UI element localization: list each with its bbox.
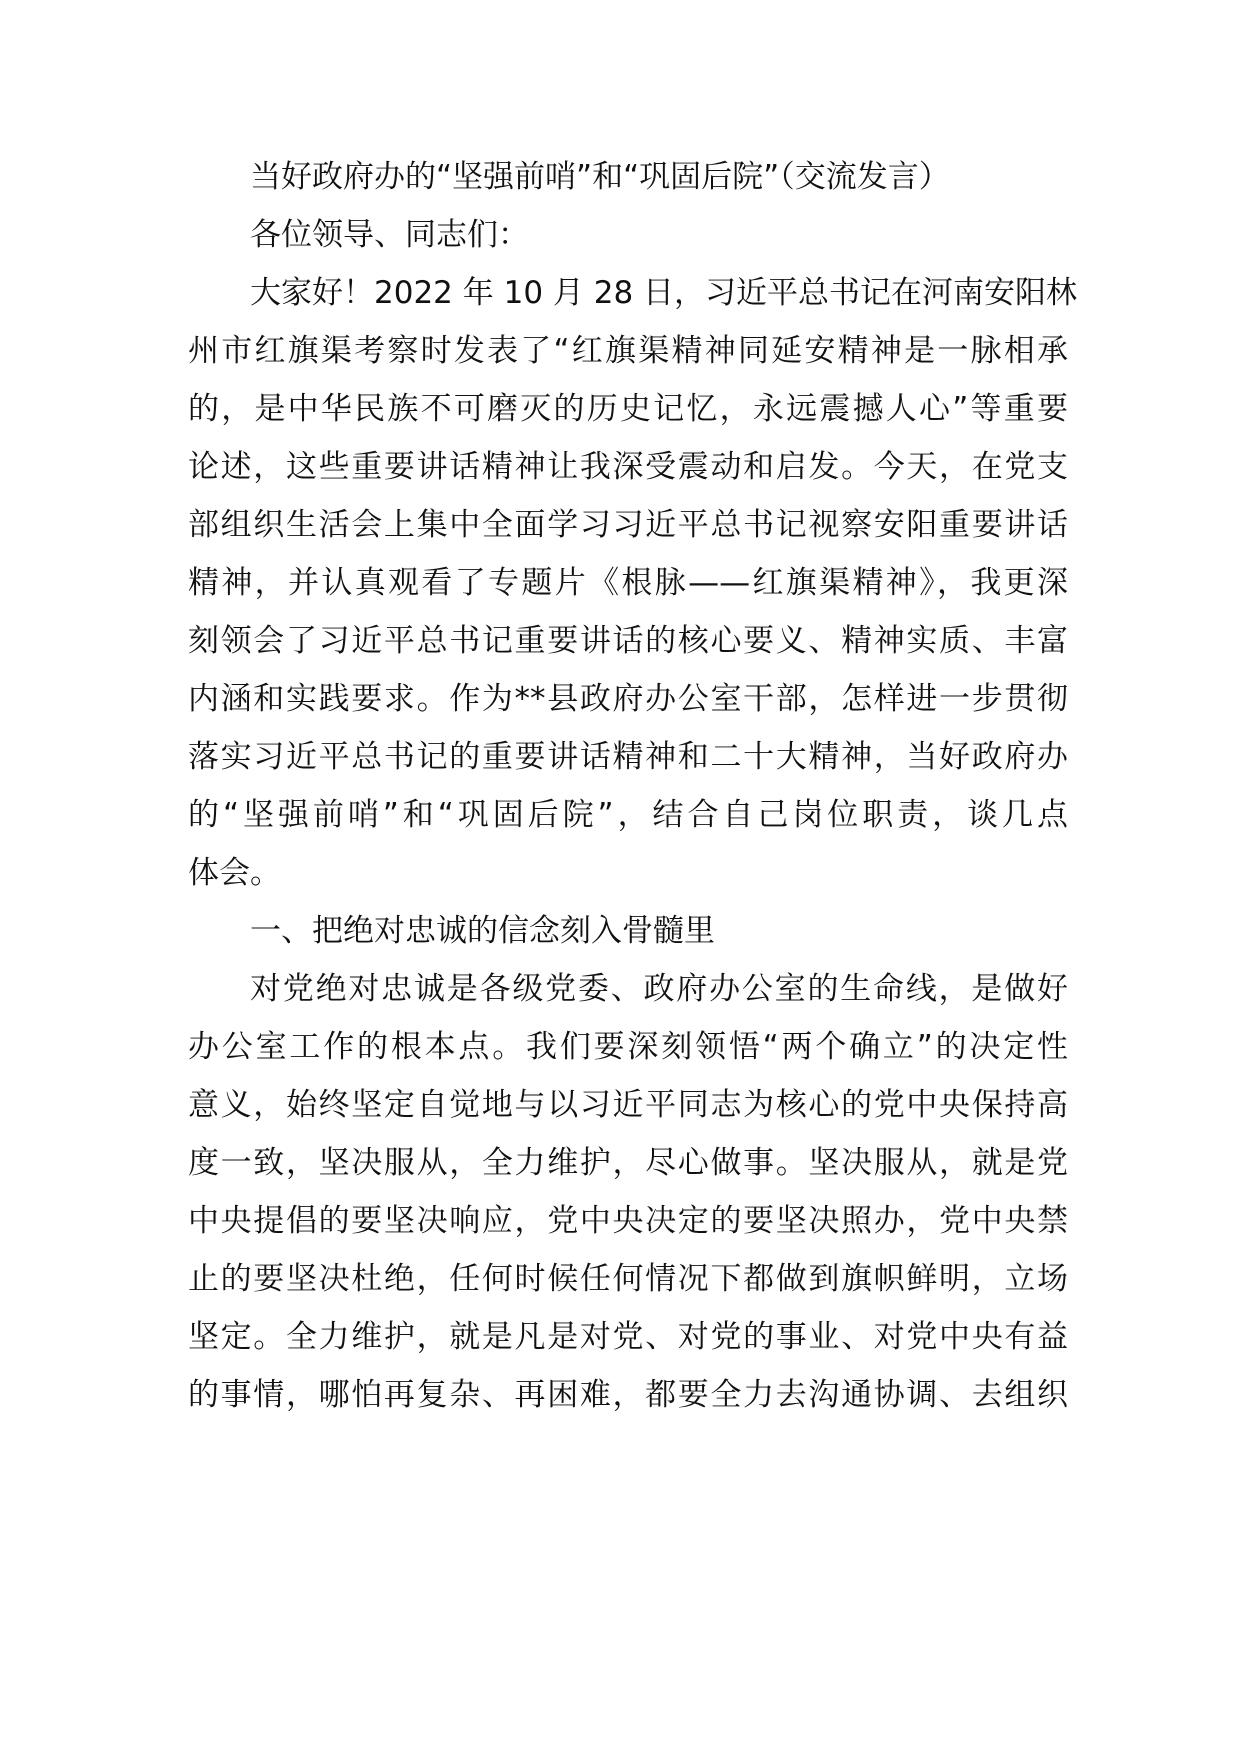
paragraph-line: 度一致，坚决服从，全力维护，尽心做事。坚决服从，就是党 xyxy=(188,1145,1068,1181)
paragraph-line: 大家好！2022 年 10 月 28 日，习近平总书记在河南安阳林 xyxy=(250,275,1078,311)
paragraph-line: 精神，并认真观看了专题片《根脉——红旗渠精神》，我更深 xyxy=(188,565,1068,601)
paragraph-line: 刻领会了习近平总书记重要讲话的核心要义、精神实质、丰富 xyxy=(188,623,1068,659)
paragraph-line: 的“坚强前哨”和“巩固后院”，结合自己岗位职责，谈几点 xyxy=(188,797,1068,833)
paragraph-line: 意义，始终坚定自觉地与以习近平同志为核心的党中央保持高 xyxy=(188,1087,1068,1123)
document-title: 当好政府办的“坚强前哨”和“巩固后院”（交流发言） xyxy=(250,159,950,195)
section-heading: 一、把绝对忠诚的信念刻入骨髓里 xyxy=(250,913,715,949)
paragraph-line: 坚定。全力维护，就是凡是对党、对党的事业、对党中央有益 xyxy=(188,1319,1068,1355)
paragraph-line: 落实习近平总书记的重要讲话精神和二十大精神，当好政府办 xyxy=(188,739,1068,775)
paragraph-line: 止的要坚决杜绝，任何时候任何情况下都做到旗帜鲜明，立场 xyxy=(188,1261,1068,1297)
paragraph-line: 部组织生活会上集中全面学习习近平总书记视察安阳重要讲话 xyxy=(188,507,1068,543)
paragraph-line: 办公室工作的根本点。我们要深刻领悟“两个确立”的决定性 xyxy=(188,1029,1068,1065)
paragraph-line: 体会。 xyxy=(188,855,281,891)
paragraph-line: 州市红旗渠考察时发表了“红旗渠精神同延安精神是一脉相承 xyxy=(188,333,1068,369)
salutation: 各位领导、同志们： xyxy=(250,217,529,253)
paragraph-line: 的事情，哪怕再复杂、再困难，都要全力去沟通协调、去组织 xyxy=(188,1377,1068,1413)
paragraph-line: 中央提倡的要坚决响应，党中央决定的要坚决照办，党中央禁 xyxy=(188,1203,1068,1239)
paragraph-line: 论述，这些重要讲话精神让我深受震动和启发。今天，在党支 xyxy=(188,449,1068,485)
paragraph-line: 的，是中华民族不可磨灭的历史记忆，永远震撼人心”等重要 xyxy=(188,391,1068,427)
paragraph-line: 内涵和实践要求。作为**县政府办公室干部，怎样进一步贯彻 xyxy=(188,681,1068,717)
paragraph-line: 对党绝对忠诚是各级党委、政府办公室的生命线，是做好 xyxy=(250,971,1068,1007)
